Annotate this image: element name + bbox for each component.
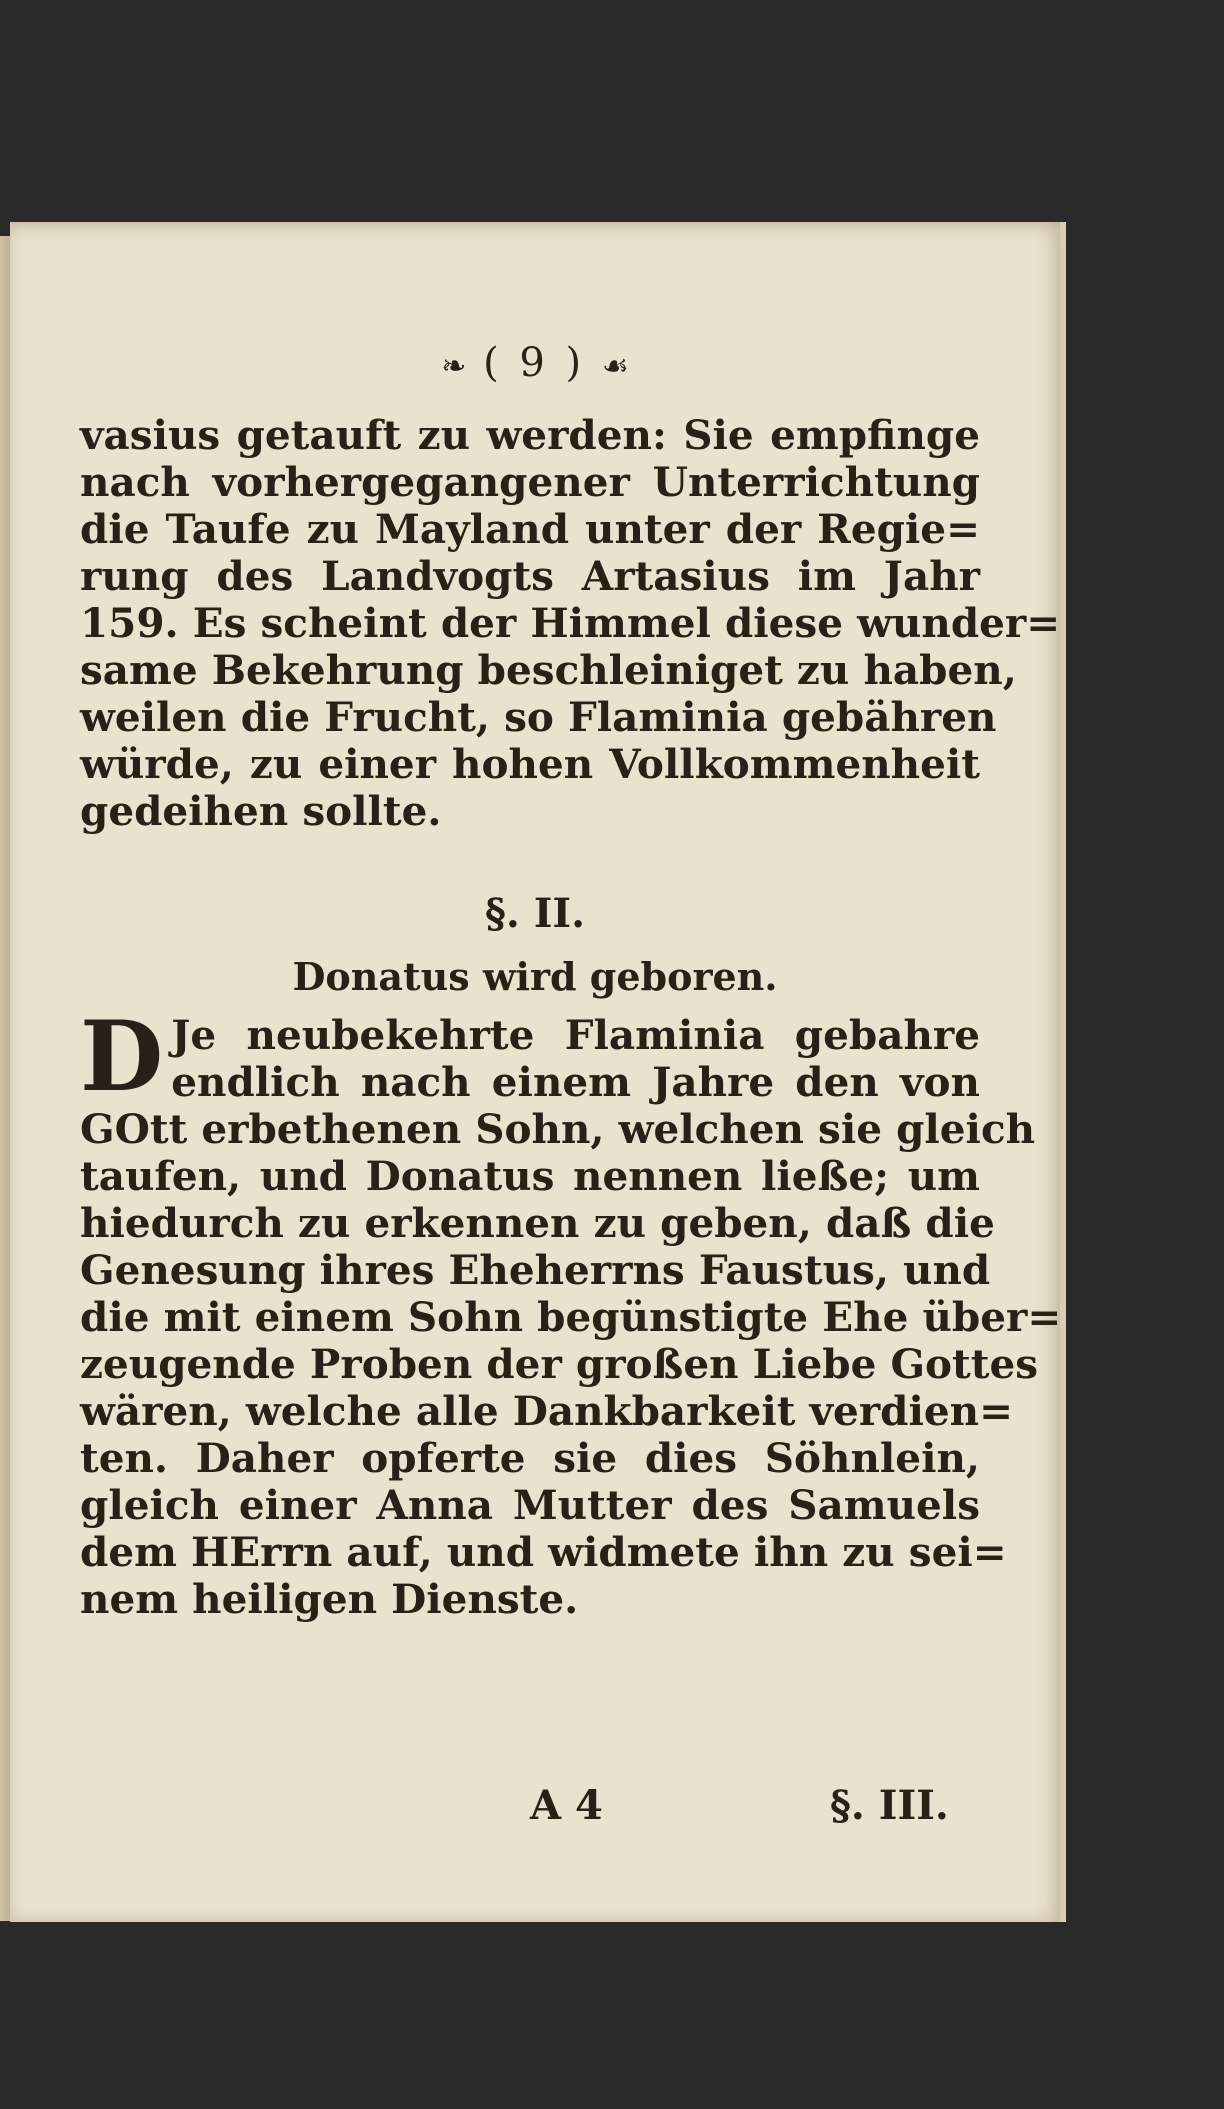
text-line: nem heiligen Dienste.	[80, 1575, 579, 1623]
text-line: weilen die Frucht, so Flaminia gebähren	[80, 693, 997, 741]
text-line: hiedurch zu erkennen zu geben, daß die	[80, 1199, 995, 1247]
text-line: die Taufe zu Mayland unter der Regie=	[80, 505, 980, 553]
ornament-left-icon: ❧	[441, 349, 467, 384]
book-page	[10, 222, 1066, 1922]
text-line: same Bekehrung beschleiniget zu haben,	[80, 646, 1017, 694]
text-line: die mit einem Sohn begünstigte Ehe über=	[80, 1293, 1062, 1341]
page-number: ( 9 )	[483, 340, 586, 386]
section-title: Donatus wird geboren.	[292, 954, 778, 999]
text-line: endlich nach einem Jahre den von	[171, 1058, 980, 1106]
text-line: würde, zu einer hohen Vollkommenheit	[80, 740, 980, 788]
text-line: gedeihen sollte.	[80, 787, 442, 835]
signature-mark: A 4	[530, 1782, 603, 1829]
section-number: §. II.	[484, 890, 586, 937]
text-line: dem HErrn auf, und widmete ihn zu sei=	[80, 1528, 1007, 1576]
text-line: Je neubekehrte Flaminia gebahre	[171, 1011, 980, 1059]
text-line: GOtt erbethenen Sohn, welchen sie gleich	[80, 1105, 1036, 1153]
text-line: Genesung ihres Eheherrns Faustus, und	[80, 1246, 991, 1294]
text-line: 159. Es scheint der Himmel diese wunder=	[80, 599, 1061, 647]
text-line: gleich einer Anna Mutter des Samuels	[80, 1481, 980, 1529]
catchword: §. III.	[830, 1782, 949, 1829]
text-line: vasius getauft zu werden: Sie empfinge	[80, 411, 980, 459]
text-line: nach vorhergegangener Unterrichtung	[80, 458, 980, 506]
ornament-right-icon: ☙	[601, 349, 629, 384]
paragraph-1	[80, 411, 1061, 835]
drop-cap: D	[80, 1000, 164, 1113]
text-line: zeugende Proben der großen Liebe Gottes	[80, 1340, 1039, 1388]
page-header	[10, 340, 1060, 386]
text-line: ten. Daher opferte sie dies Söhnlein,	[80, 1434, 980, 1482]
text-line: taufen, und Donatus nennen ließe; um	[80, 1152, 980, 1200]
text-line: rung des Landvogts Artasius im Jahr	[80, 552, 980, 600]
paragraph-2	[80, 1000, 1062, 1623]
text-line: wären, welche alle Dankbarkeit verdien=	[80, 1387, 1014, 1435]
